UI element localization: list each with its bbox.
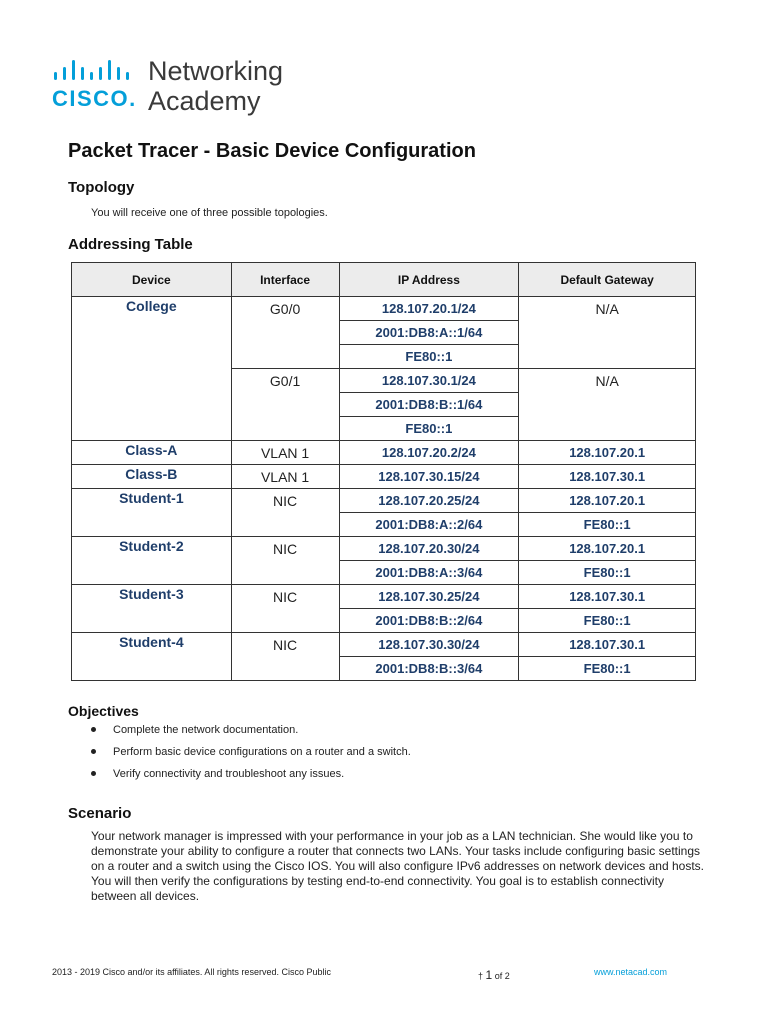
gateway-cell: 128.107.30.1 — [519, 465, 696, 489]
gateway-cell: FE80::1 — [519, 609, 696, 633]
scenario-heading: Scenario — [68, 805, 132, 822]
interface-cell: G0/0 — [231, 297, 339, 369]
ip-cell: 128.107.20.1/24 — [339, 297, 519, 321]
ip-cell: 2001:DB8:B::1/64 — [339, 393, 519, 417]
gateway-cell: 128.107.20.1 — [519, 537, 696, 561]
ip-cell: 128.107.30.1/24 — [339, 369, 519, 393]
page-num: 1 — [485, 968, 493, 982]
interface-cell: VLAN 1 — [231, 465, 339, 489]
ip-cell: 2001:DB8:A::2/64 — [339, 513, 519, 537]
header-ip-address: IP Address — [339, 263, 519, 297]
ip-cell: 2001:DB8:A::1/64 — [339, 321, 519, 345]
table-row — [72, 441, 696, 465]
interface-cell: NIC — [231, 585, 339, 633]
bullet-icon — [91, 749, 96, 754]
scenario-text: Your network manager is impressed with your performance in your job as a LAN technician. She would like you to demonstrate your ability to configure a router that connects two LANs. Your tasks include configuring basic settings on a router and a switch using the Cisco IOS. You will also configure IPv6 addresses on network devices and hosts. You will then verify the configurations by testing end-to-end connectivity. You goal is to establish connectivity between all devices. — [91, 829, 705, 903]
interface-cell: NIC — [231, 537, 339, 585]
ip-cell: FE80::1 — [339, 417, 519, 441]
objectives-heading: Objectives — [68, 703, 139, 719]
table-header-row — [72, 263, 696, 297]
gateway-cell: 128.107.20.1 — [519, 441, 696, 465]
ip-cell: 2001:DB8:B::3/64 — [339, 657, 519, 681]
table-row — [72, 633, 696, 657]
list-item — [91, 768, 411, 790]
bullet-icon — [91, 771, 96, 776]
table-row — [72, 537, 696, 561]
gateway-cell: FE80::1 — [519, 657, 696, 681]
ip-cell: 128.107.20.25/24 — [339, 489, 519, 513]
ip-cell: 2001:DB8:A::3/64 — [339, 561, 519, 585]
gateway-cell: 128.107.30.1 — [519, 585, 696, 609]
device-cell: Student-1 — [72, 489, 232, 537]
interface-cell: VLAN 1 — [231, 441, 339, 465]
gateway-cell: FE80::1 — [519, 513, 696, 537]
footer-link[interactable]: www.netacad.com — [594, 967, 668, 977]
table-row — [72, 585, 696, 609]
objective-text: Verify connectivity and troubleshoot any issues. — [113, 768, 345, 780]
gateway-cell: 128.107.20.1 — [519, 489, 696, 513]
interface-cell: NIC — [231, 489, 339, 537]
device-cell: College — [72, 297, 232, 441]
cisco-wordmark: CISCO. — [52, 86, 137, 111]
addressing-table-heading: Addressing Table — [68, 236, 193, 253]
ip-cell: 128.107.30.15/24 — [339, 465, 519, 489]
device-cell: Class-A — [72, 441, 232, 465]
topology-heading: Topology — [68, 179, 135, 196]
header-device: Device — [72, 263, 232, 297]
interface-cell: G0/1 — [231, 369, 339, 441]
gateway-cell: N/A — [519, 369, 696, 441]
device-cell: Student-4 — [72, 633, 232, 681]
gateway-cell: FE80::1 — [519, 561, 696, 585]
table-row — [72, 489, 696, 513]
table-row — [72, 465, 696, 489]
ip-cell: 128.107.20.2/24 — [339, 441, 519, 465]
header-default-gateway: Default Gateway — [519, 263, 696, 297]
cisco-bridge-logo-icon — [54, 60, 140, 82]
ip-cell: 128.107.30.30/24 — [339, 633, 519, 657]
brand-line-1: Networking — [148, 56, 284, 86]
addressing-table — [71, 262, 696, 681]
objectives-list — [91, 724, 411, 790]
header-interface: Interface — [231, 263, 339, 297]
interface-cell: NIC — [231, 633, 339, 681]
list-item — [91, 746, 411, 768]
bullet-icon — [91, 727, 96, 732]
page-title: Packet Tracer - Basic Device Configuration — [68, 140, 476, 162]
gateway-cell: N/A — [519, 297, 696, 369]
ip-cell: FE80::1 — [339, 345, 519, 369]
list-item — [91, 724, 411, 746]
gateway-cell: 128.107.30.1 — [519, 633, 696, 657]
page-suffix: of 2 — [494, 971, 510, 981]
footer-copyright: 2013 - 2019 Cisco and/or its affiliates. All rights reserved. Cisco Public — [52, 967, 331, 977]
device-cell: Student-3 — [72, 585, 232, 633]
topology-text: You will receive one of three possible topologies. — [91, 207, 328, 219]
objective-text: Complete the network documentation. — [113, 724, 299, 736]
ip-cell: 128.107.30.25/24 — [339, 585, 519, 609]
table-row — [72, 297, 696, 321]
device-cell: Class-B — [72, 465, 232, 489]
ip-cell: 128.107.20.30/24 — [339, 537, 519, 561]
objective-text: Perform basic device configurations on a router and a switch. — [113, 746, 411, 758]
footer-page-number — [478, 968, 510, 982]
device-cell: Student-2 — [72, 537, 232, 585]
cisco-networking-academy-logo — [52, 56, 312, 118]
page-prefix: † — [478, 971, 484, 981]
ip-cell: 2001:DB8:B::2/64 — [339, 609, 519, 633]
brand-line-2: Academy — [148, 86, 261, 116]
